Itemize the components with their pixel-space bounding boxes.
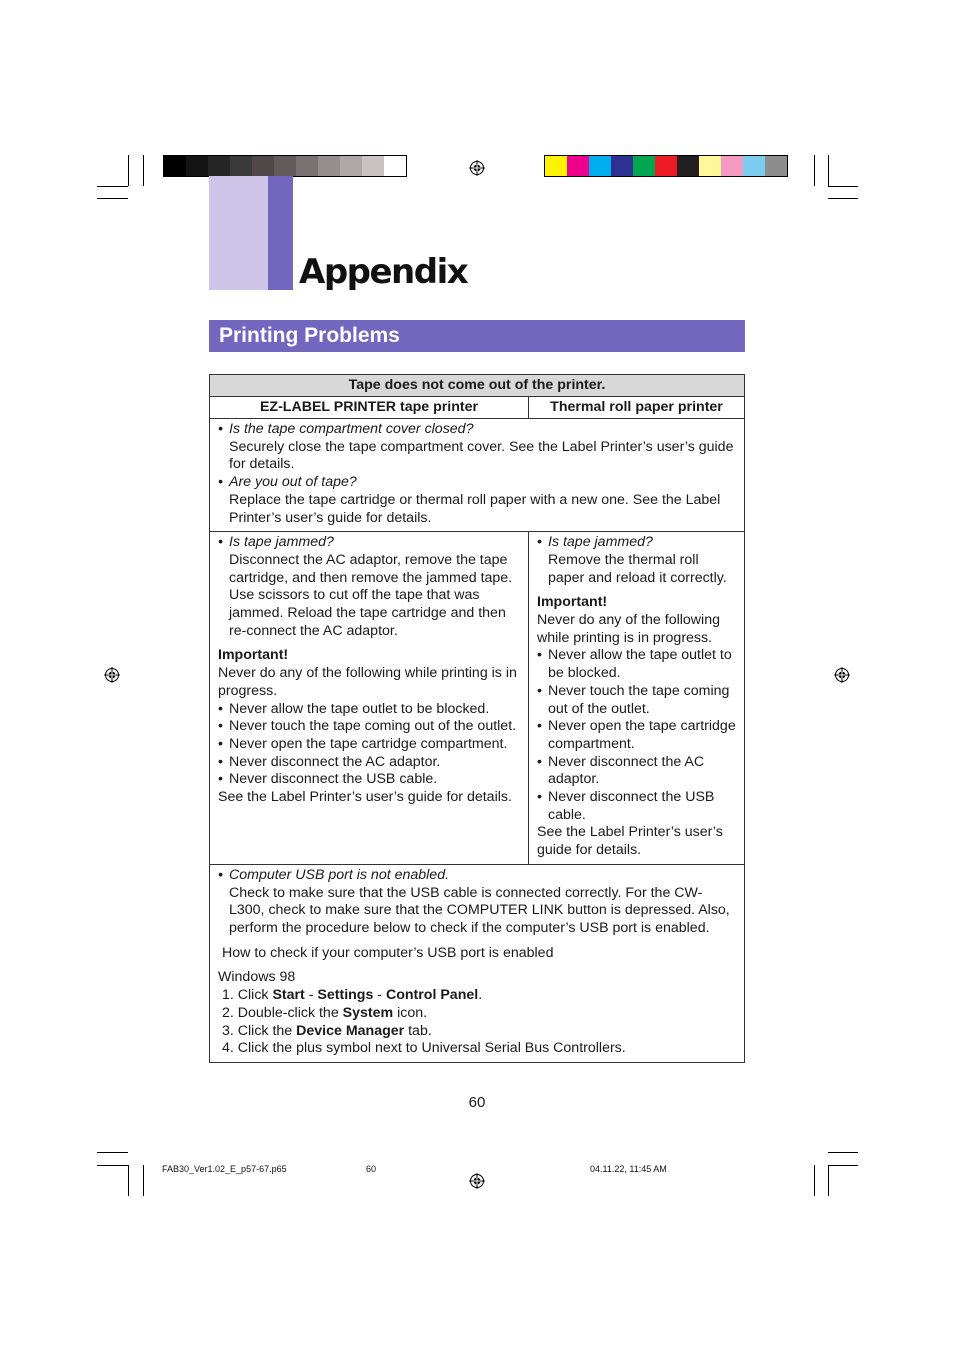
answer: Check to make sure that the USB cable is connected correctly. For the CW-L300, check to make sure that the COMPUTER LINK button is depressed. Also, perform the procedure below to check if the computer’s USB port is enabled. <box>229 884 730 936</box>
color-swatch <box>340 156 362 176</box>
color-swatch <box>186 156 208 176</box>
color-swatch <box>721 156 743 176</box>
answer: Disconnect the AC adaptor, remove the tape cartridge, and then remove the jammed tape. Use scissors to cut off the tape that was jammed. Reload the tape cartridge and then re-connect the AC adaptor. <box>229 551 513 639</box>
see-guide-note: See the Label Printer’s user’s guide for details. <box>218 789 512 806</box>
crop-mark <box>143 155 144 186</box>
color-swatch <box>384 156 406 176</box>
color-swatch <box>699 156 721 176</box>
page-number: 60 <box>468 1094 486 1111</box>
registration-mark-icon <box>104 667 120 683</box>
crop-mark <box>814 155 815 186</box>
important-label: Important! <box>218 647 289 664</box>
footer-page: 60 <box>366 1164 377 1174</box>
crop-mark <box>828 155 829 186</box>
crop-mark <box>828 1152 858 1153</box>
footer-date: 04.11.22, 11:45 AM <box>590 1164 667 1174</box>
question: • Computer USB port is not enabled. <box>218 867 736 885</box>
crop-mark <box>828 1165 858 1166</box>
color-swatch <box>230 156 252 176</box>
chapter-tab-light <box>209 176 268 290</box>
os-label: Windows 98 <box>218 969 296 986</box>
table-header: Tape does not come out of the printer. <box>210 375 745 397</box>
list-item: • Never touch the tape coming out of the outlet. <box>537 683 736 718</box>
crop-mark <box>814 1165 815 1196</box>
color-swatch <box>318 156 340 176</box>
color-swatch <box>655 156 677 176</box>
list-item: • Never open the tape cartridge compartment. <box>537 718 736 753</box>
answer: Replace the tape cartridge or thermal roll paper with a new one. See the Label Printer’s user’s guide for details. <box>229 491 721 526</box>
crop-mark <box>143 1165 144 1196</box>
answer: Remove the thermal roll paper and reload it correctly. <box>548 551 727 586</box>
color-swatch <box>633 156 655 176</box>
chapter-tab-dark <box>268 176 293 290</box>
table-cell-thermal-printer <box>529 532 745 865</box>
question: • Is tape jammed? <box>537 534 736 552</box>
color-swatch <box>274 156 296 176</box>
page-title: Appendix <box>299 252 468 292</box>
grayscale-color-bar <box>163 155 407 177</box>
crop-mark <box>828 1165 829 1196</box>
section-header <box>209 320 745 352</box>
table-row <box>210 419 745 532</box>
color-swatch <box>589 156 611 176</box>
color-swatch <box>208 156 230 176</box>
list-item: • Never disconnect the AC adaptor. <box>537 754 736 789</box>
crop-mark <box>97 198 128 199</box>
registration-mark-icon <box>469 1173 485 1189</box>
list-item: • Never allow the tape outlet to be blocked. <box>218 701 520 719</box>
question: • Are you out of tape? <box>218 474 736 492</box>
crop-mark <box>97 1152 128 1153</box>
color-swatch <box>611 156 633 176</box>
see-guide-note: See the Label Printer’s user’s guide for details. <box>537 824 723 859</box>
color-swatch <box>567 156 589 176</box>
crop-mark <box>128 155 129 186</box>
table-row <box>210 864 745 1062</box>
howto-heading: How to check if your computer’s USB port is enabled <box>222 944 554 961</box>
color-swatch <box>296 156 318 176</box>
important-intro: Never do any of the following while printing is in progress. <box>537 612 720 646</box>
crop-mark <box>97 186 128 187</box>
crop-mark <box>97 1165 128 1166</box>
important-intro: Never do any of the following while printing is in progress. <box>218 665 517 699</box>
question: • Is the tape compartment cover closed? <box>218 421 736 439</box>
crop-mark <box>828 198 858 199</box>
troubleshooting-table <box>209 374 745 1063</box>
registration-mark-icon <box>834 667 850 683</box>
registration-mark-icon <box>469 160 485 176</box>
list-item: • Never disconnect the USB cable. <box>537 789 736 824</box>
step-4: 4. Click the plus symbol next to Universal Serial Bus Controllers. <box>222 1040 626 1057</box>
step-1: 1. Click Start - Settings - Control Panel. <box>222 987 483 1004</box>
answer: Securely close the tape compartment cover. See the Label Printer’s user’s guide for details. <box>229 438 734 473</box>
color-swatch <box>765 156 787 176</box>
color-swatch <box>362 156 384 176</box>
question: • Is tape jammed? <box>218 534 520 552</box>
color-swatch <box>545 156 567 176</box>
step-2: 2. Double-click the System icon. <box>222 1004 428 1021</box>
color-swatch <box>677 156 699 176</box>
column-header-tape-printer: EZ-LABEL PRINTER tape printer <box>210 397 529 419</box>
section-title: Printing Problems <box>219 324 400 347</box>
crop-mark <box>828 186 858 187</box>
process-color-bar <box>544 155 788 177</box>
step-3: 3. Click the Device Manager tab. <box>222 1022 432 1039</box>
list-item: • Never disconnect the USB cable. <box>218 771 520 789</box>
color-swatch <box>743 156 765 176</box>
list-item: • Never touch the tape coming out of the outlet. <box>218 718 520 736</box>
column-header-thermal-printer: Thermal roll paper printer <box>529 397 745 419</box>
list-item: • Never disconnect the AC adaptor. <box>218 754 520 772</box>
color-swatch <box>252 156 274 176</box>
color-swatch <box>164 156 186 176</box>
crop-mark <box>128 1165 129 1196</box>
important-label: Important! <box>537 594 608 611</box>
footer-filename: FAB30_Ver1.02_E_p57-67.p65 <box>162 1164 287 1174</box>
list-item: • Never allow the tape outlet to be blocked. <box>537 647 736 682</box>
table-cell-tape-printer <box>210 532 529 865</box>
list-item: • Never open the tape cartridge compartment. <box>218 736 520 754</box>
